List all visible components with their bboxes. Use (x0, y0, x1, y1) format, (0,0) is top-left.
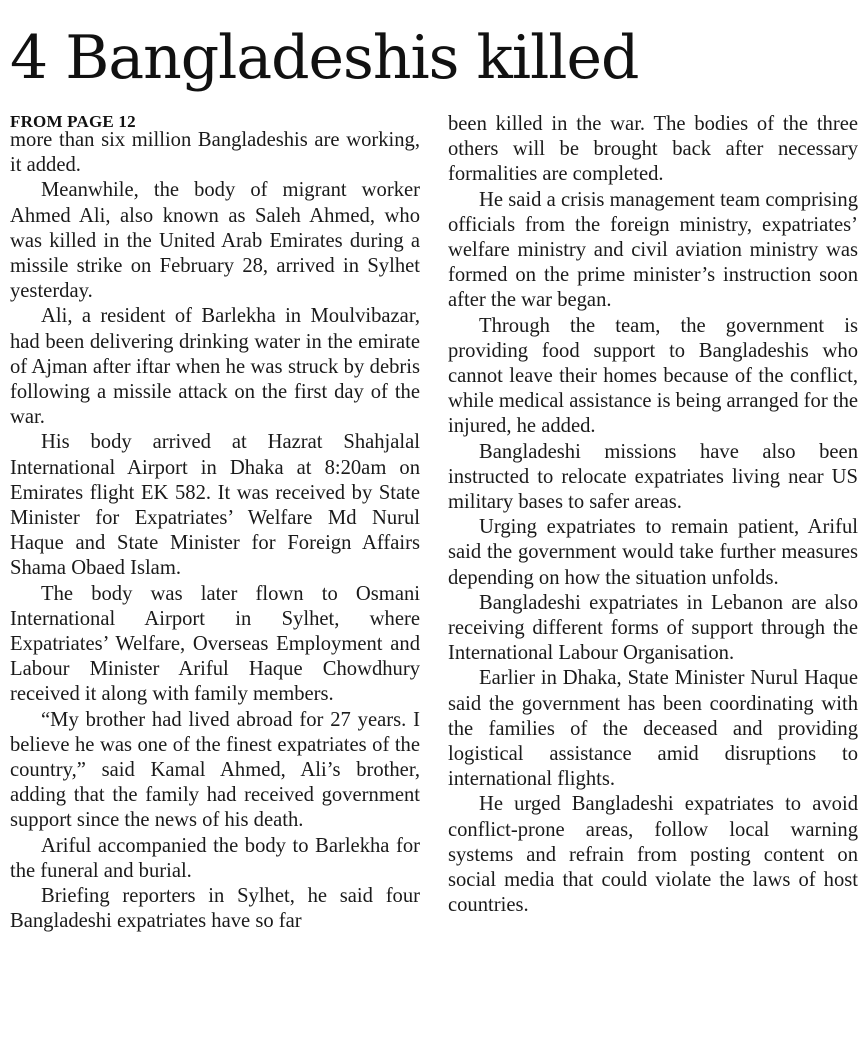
paragraph: Ariful accompanied the body to Barlekha for the funeral and burial. (10, 834, 420, 882)
paragraph: “My brother had lived abroad for 27 years. I believe he was one of the finest expatriates of the country,” said Kamal Ahmed, Ali’s brother, adding that the family had received government support since the news of his death. (10, 708, 420, 832)
paragraph: Briefing reporters in Sylhet, he said four Bangladeshi expatriates have so far (10, 885, 420, 933)
paragraph: Urging expatriates to remain patient, Ariful said the government would take further measures depending on how the situation unfolds. (448, 516, 858, 589)
paragraph: Earlier in Dhaka, State Minister Nurul Haque said the government has been coordinating with the families of the deceased and providing logistical assistance amid disruptions to international flights. (448, 667, 858, 791)
paragraph: Through the team, the government is providing food support to Bangladeshis who cannot leave their homes because of the conflict, while medical assistance is being arranged for the injured, he added. (448, 314, 858, 438)
paragraph: The body was later flown to Osmani International Airport in Sylhet, where Expatriates’ Welfare, Overseas Employment and Labour Minister Ariful Haque Chowdhury received it along with family members. (10, 582, 420, 706)
paragraph: Bangladeshi expatriates in Lebanon are also receiving different forms of support through the International Labour Organisation. (448, 591, 858, 665)
paragraph: His body arrived at Hazrat Shahjalal International Airport in Dhaka at 8:20am on Emirates flight EK 582. It was received by State Minister for Expatriates’ Welfare Md Nurul Haque and State Minister for Foreign Affairs Shama Obaed Islam. (10, 431, 420, 580)
article-column-right (448, 112, 858, 1052)
paragraph: Meanwhile, the body of migrant worker Ahmed Ali, also known as Saleh Ahmed, who was killed in the United Arab Emirates during a missile strike on February 28, arrived in Sylhet yesterday. (10, 179, 420, 303)
paragraph: He said a crisis management team comprising officials from the foreign ministry, expatriates’ welfare ministry and civil aviation ministry was formed on the prime minister’s instruction soon after the war began. (448, 188, 858, 312)
headline: 4 Bangladeshis killed (10, 23, 639, 93)
paragraph: Bangladeshi missions have also been instructed to relocate expatriates living near US military bases to safer areas. (448, 440, 858, 514)
paragraph: Ali, a resident of Barlekha in Moulvibazar, had been delivering drinking water in the emirate of Ajman after iftar when he was struck by debris following a missile attack on the first day of the war. (10, 305, 420, 429)
paragraph: He urged Bangladeshi expatriates to avoid conflict-prone areas, follow local warning systems and refrain from posting content on social media that could violate the laws of host countries. (448, 793, 858, 917)
article-column-left (10, 112, 420, 1052)
paragraph: more than six million Bangladeshis are working, it added. (10, 129, 420, 177)
jump-line: FROM PAGE 12 (10, 112, 136, 131)
paragraph: been killed in the war. The bodies of the three others will be brought back after necessary formalities are completed. (448, 113, 858, 186)
